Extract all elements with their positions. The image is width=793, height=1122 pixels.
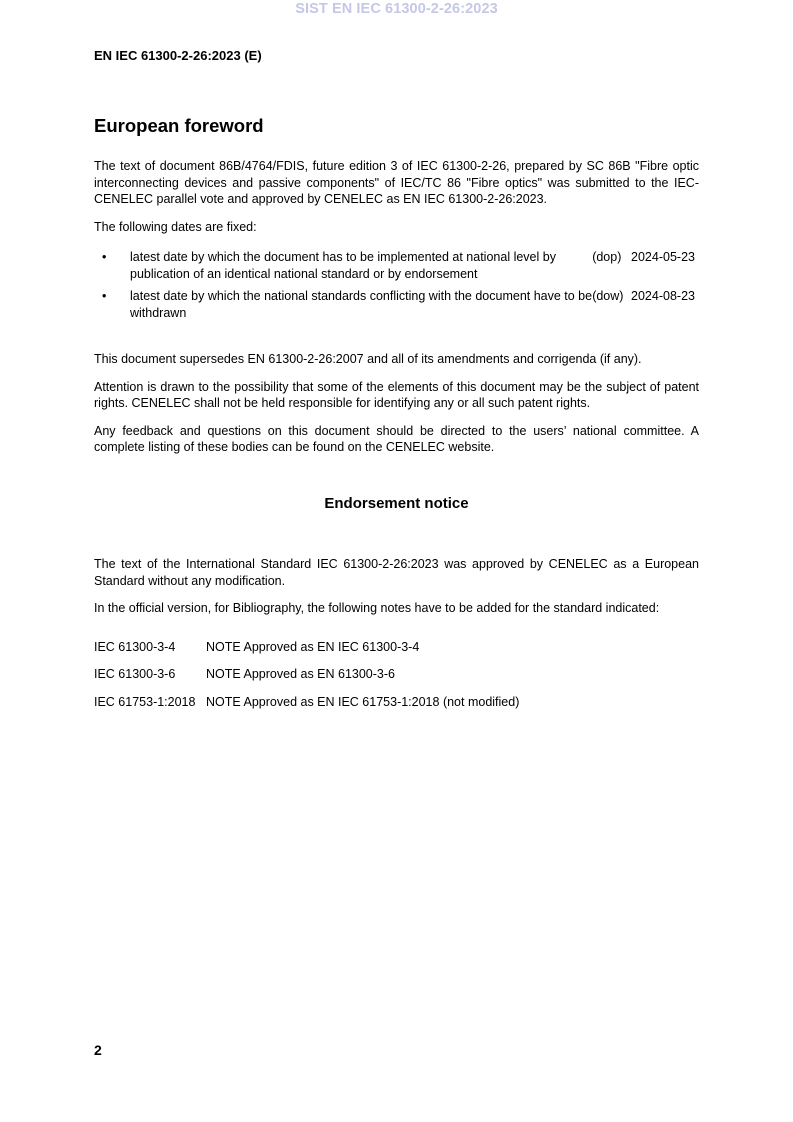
note-text: NOTE Approved as EN IEC 61300-3-4 bbox=[206, 639, 420, 654]
document-id: EN IEC 61300-2-26:2023 (E) bbox=[94, 48, 262, 63]
note-reference: IEC 61300-3-4 bbox=[94, 639, 176, 654]
list-item bbox=[94, 639, 699, 656]
bibliography-notes bbox=[94, 639, 699, 711]
dates-list bbox=[94, 249, 699, 321]
date-value: 2024-08-23 bbox=[631, 289, 695, 303]
date-description: latest date by which the document has to be implemented at national level by publication of an identical national standard or by endorsement bbox=[130, 250, 556, 281]
date-code: (dow) bbox=[592, 289, 624, 303]
foreword-title: European foreword bbox=[94, 115, 264, 136]
page-content bbox=[94, 114, 699, 721]
foreword-intro: The text of document 86B/4764/FDIS, future edition 3 of IEC 61300-2-26, prepared by SC 86B "Fibre optic interconnecting devices and passive components" of IEC/TC 86 "Fibre optics" was submitted to the IEC-CENELEC parallel vote and approved by CENELEC as EN IEC 61300-2-26:2023. bbox=[94, 159, 699, 206]
dates-intro: The following dates are fixed: bbox=[94, 219, 257, 234]
page-number: 2 bbox=[94, 1042, 102, 1058]
list-item bbox=[94, 694, 699, 711]
note-text: NOTE Approved as EN 61300-3-6 bbox=[206, 667, 395, 681]
watermark: SIST EN IEC 61300-2-26:2023 bbox=[295, 1, 498, 17]
note-reference: IEC 61300-3-6 bbox=[94, 667, 176, 681]
bibliography-intro: In the official version, for Bibliography, the following notes have to be added for the standard indicated: bbox=[94, 601, 660, 615]
bullet-icon: • bbox=[102, 250, 107, 264]
attention-paragraph: Attention is drawn to the possibility that some of the elements of this document may be the subject of patent rights. CENELEC shall not be held responsible for identifying any or all such patent rights. bbox=[94, 379, 699, 410]
supersedes-paragraph: This document supersedes EN 61300-2-26:2007 and all of its amendments and corrigenda (if any). bbox=[94, 352, 642, 366]
endorsement-title: Endorsement notice bbox=[324, 494, 469, 512]
date-code: (dop) bbox=[592, 250, 622, 264]
note-text: NOTE Approved as EN IEC 61753-1:2018 (not modified) bbox=[206, 694, 520, 709]
feedback-paragraph: Any feedback and questions on this document should be directed to the users’ national committee. A complete listing of these bodies can be found on the CENELEC website. bbox=[94, 423, 699, 454]
list-item bbox=[94, 249, 699, 282]
bullet-icon: • bbox=[102, 289, 107, 303]
date-value: 2024-05-23 bbox=[631, 250, 695, 264]
list-item bbox=[94, 666, 699, 683]
date-description: latest date by which the national standards conflicting with the document have to be withdrawn bbox=[130, 289, 593, 320]
list-item bbox=[94, 288, 699, 321]
endorsement-text: The text of the International Standard IEC 61300-2-26:2023 was approved by CENELEC as a European Standard without any modification. bbox=[94, 557, 699, 588]
note-reference: IEC 61753-1:2018 bbox=[94, 694, 196, 709]
